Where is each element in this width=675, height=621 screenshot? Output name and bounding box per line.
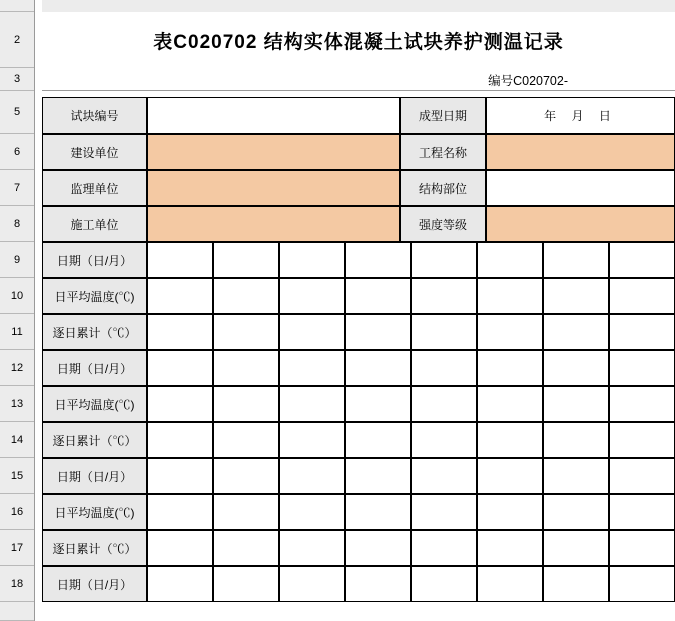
- row-header-gutter: [0, 0, 35, 621]
- measurement-cell[interactable]: [345, 314, 411, 350]
- measurement-cell[interactable]: [477, 566, 543, 602]
- measurement-cell[interactable]: [213, 458, 279, 494]
- measurement-cell[interactable]: [345, 350, 411, 386]
- row-header-cell[interactable]: 10: [0, 278, 34, 314]
- measurement-cell[interactable]: [279, 530, 345, 566]
- measurement-row-label: 逐日累计（℃）: [42, 314, 147, 350]
- measurement-cell[interactable]: [477, 530, 543, 566]
- measurement-cell[interactable]: [609, 386, 675, 422]
- measurement-cell[interactable]: [411, 350, 477, 386]
- measurement-cell[interactable]: [543, 386, 609, 422]
- measurement-cell[interactable]: [477, 386, 543, 422]
- measurement-row-label: 逐日累计（℃）: [42, 530, 147, 566]
- sample-no-value[interactable]: [147, 97, 400, 134]
- measurement-cell[interactable]: [147, 314, 213, 350]
- measurement-cell[interactable]: [543, 422, 609, 458]
- project-name-label: 工程名称: [400, 134, 486, 170]
- measurement-cell[interactable]: [147, 458, 213, 494]
- document-code-input[interactable]: [572, 68, 675, 91]
- measurement-cell[interactable]: [609, 278, 675, 314]
- project-name-value[interactable]: [486, 134, 675, 170]
- measurement-row-label: 日期（日/月）: [42, 566, 147, 602]
- sample-no-label: 试块编号: [42, 97, 147, 134]
- measurement-cell[interactable]: [147, 350, 213, 386]
- measurement-cell[interactable]: [279, 314, 345, 350]
- forming-date-label: 成型日期: [400, 97, 486, 134]
- measurement-cell[interactable]: [213, 530, 279, 566]
- measurement-cell[interactable]: [543, 278, 609, 314]
- measurement-cell[interactable]: [147, 566, 213, 602]
- measurement-cell[interactable]: [543, 350, 609, 386]
- contractor-value[interactable]: [147, 206, 400, 242]
- row-header-cell[interactable]: 12: [0, 350, 34, 386]
- measurement-cell[interactable]: [213, 386, 279, 422]
- row-header-cell[interactable]: [0, 602, 34, 621]
- strength-grade-value[interactable]: [486, 206, 675, 242]
- strength-grade-label: 强度等级: [400, 206, 486, 242]
- measurement-cell[interactable]: [411, 458, 477, 494]
- measurement-cell[interactable]: [543, 566, 609, 602]
- row-header-cell[interactable]: 3: [0, 68, 34, 91]
- measurement-row-label: 日期（日/月）: [42, 458, 147, 494]
- measurement-cell[interactable]: [345, 242, 411, 278]
- row-header-cell[interactable]: 15: [0, 458, 34, 494]
- measurement-cell[interactable]: [147, 386, 213, 422]
- row-header-cell[interactable]: 13: [0, 386, 34, 422]
- measurement-cell[interactable]: [411, 242, 477, 278]
- measurement-cell[interactable]: [477, 458, 543, 494]
- measurement-cell[interactable]: [609, 422, 675, 458]
- measurement-cell[interactable]: [411, 278, 477, 314]
- supervision-unit-label: 监理单位: [42, 170, 147, 206]
- measurement-cell[interactable]: [543, 314, 609, 350]
- measurement-cell[interactable]: [147, 494, 213, 530]
- measurement-cell[interactable]: [213, 242, 279, 278]
- measurement-cell[interactable]: [411, 386, 477, 422]
- measurement-cell[interactable]: [147, 530, 213, 566]
- row-header-cell[interactable]: 5: [0, 91, 34, 134]
- measurement-cell[interactable]: [147, 278, 213, 314]
- measurement-cell[interactable]: [345, 458, 411, 494]
- measurement-cell[interactable]: [477, 278, 543, 314]
- measurement-row-label: 日平均温度(℃): [42, 494, 147, 530]
- measurement-cell[interactable]: [609, 314, 675, 350]
- measurement-cell[interactable]: [543, 458, 609, 494]
- measurement-cell[interactable]: [345, 278, 411, 314]
- measurement-cell[interactable]: [213, 566, 279, 602]
- measurement-cell[interactable]: [279, 242, 345, 278]
- measurement-cell[interactable]: [477, 494, 543, 530]
- contractor-label: 施工单位: [42, 206, 147, 242]
- measurement-cell[interactable]: [411, 566, 477, 602]
- measurement-row-label: 日平均温度(℃): [42, 278, 147, 314]
- structure-part-value[interactable]: [486, 170, 675, 206]
- measurement-cell[interactable]: [279, 458, 345, 494]
- measurement-cell[interactable]: [213, 422, 279, 458]
- document-code-label: 编号C020702-: [342, 68, 572, 91]
- measurement-cell[interactable]: [543, 242, 609, 278]
- measurement-cell[interactable]: [543, 494, 609, 530]
- measurement-row-label: 日期（日/月）: [42, 350, 147, 386]
- row-header-cell[interactable]: 7: [0, 170, 34, 206]
- measurement-cell[interactable]: [213, 314, 279, 350]
- row-header-cell[interactable]: 8: [0, 206, 34, 242]
- measurement-cell[interactable]: [345, 530, 411, 566]
- measurement-cell[interactable]: [477, 422, 543, 458]
- measurement-cell[interactable]: [609, 566, 675, 602]
- row-header-cell[interactable]: 16: [0, 494, 34, 530]
- page-title: 表C020702 结构实体混凝土试块养护测温记录: [42, 12, 675, 68]
- measurement-row-label: 日期（日/月）: [42, 242, 147, 278]
- measurement-cell[interactable]: [147, 422, 213, 458]
- row-header-cell[interactable]: 17: [0, 530, 34, 566]
- measurement-cell[interactable]: [609, 350, 675, 386]
- worksheet-grid: [42, 0, 675, 621]
- row-header-cell[interactable]: 11: [0, 314, 34, 350]
- measurement-cell[interactable]: [213, 494, 279, 530]
- measurement-cell[interactable]: [609, 242, 675, 278]
- row-header-cell[interactable]: 6: [0, 134, 34, 170]
- measurement-cell[interactable]: [411, 530, 477, 566]
- measurement-cell[interactable]: [609, 530, 675, 566]
- measurement-cell[interactable]: [411, 422, 477, 458]
- measurement-cell[interactable]: [279, 566, 345, 602]
- structure-part-label: 结构部位: [400, 170, 486, 206]
- measurement-cell[interactable]: [279, 422, 345, 458]
- measurement-cell[interactable]: [279, 386, 345, 422]
- row-header-cell[interactable]: 14: [0, 422, 34, 458]
- measurement-cell[interactable]: [477, 242, 543, 278]
- measurement-cell[interactable]: [147, 242, 213, 278]
- row-header-cell[interactable]: [0, 0, 34, 12]
- construction-unit-value[interactable]: [147, 134, 400, 170]
- measurement-row-label: 日平均温度(℃): [42, 386, 147, 422]
- row-header-cell[interactable]: 18: [0, 566, 34, 602]
- forming-date-value[interactable]: 年 月 日: [486, 97, 675, 134]
- measurement-row-label: 逐日累计（℃）: [42, 422, 147, 458]
- supervision-unit-value[interactable]: [147, 170, 400, 206]
- measurement-cell[interactable]: [609, 458, 675, 494]
- measurement-cell[interactable]: [213, 278, 279, 314]
- measurement-cell[interactable]: [411, 314, 477, 350]
- measurement-cell[interactable]: [411, 494, 477, 530]
- measurement-cell[interactable]: [477, 350, 543, 386]
- measurement-cell[interactable]: [345, 422, 411, 458]
- measurement-cell[interactable]: [279, 350, 345, 386]
- measurement-cell[interactable]: [543, 530, 609, 566]
- measurement-cell[interactable]: [213, 350, 279, 386]
- row-header-cell[interactable]: 9: [0, 242, 34, 278]
- measurement-cell[interactable]: [345, 566, 411, 602]
- top-blank-band: [42, 0, 675, 12]
- measurement-cell[interactable]: [345, 386, 411, 422]
- row-header-cell[interactable]: 2: [0, 12, 34, 68]
- measurement-cell[interactable]: [477, 314, 543, 350]
- measurement-cell[interactable]: [609, 494, 675, 530]
- measurement-cell[interactable]: [345, 494, 411, 530]
- construction-unit-label: 建设单位: [42, 134, 147, 170]
- measurement-cell[interactable]: [279, 278, 345, 314]
- measurement-cell[interactable]: [279, 494, 345, 530]
